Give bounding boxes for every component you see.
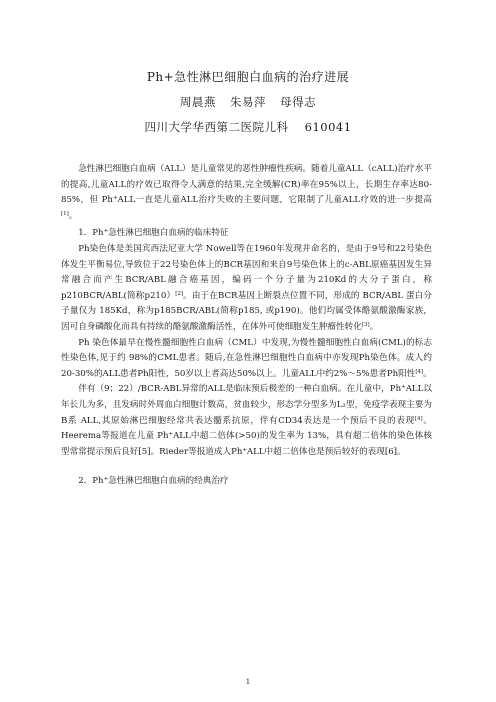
section-heading-2 — [61, 474, 432, 490]
paragraph-intro — [61, 162, 432, 224]
paragraph-text: Ph 染色体最早在慢性髓细胞性白血病（CML）中发现,为慢性髓细胞性白血病(CML)的标志性染色体,见于约 98%的CML患者。随后,在急性淋巴细胞性白血病中亦发现Ph染色体。成人约20-30%的ALL患者Ph阳性，50岁以上者高达50%以上。儿童ALL中约2%～5%患者Ph阳性 — [61, 337, 432, 379]
superscript: + — [112, 195, 118, 202]
body-text — [61, 162, 432, 490]
heading-text: 急性淋巴细胞白血病的经典治疗 — [108, 476, 229, 487]
paragraph-text: 伴有（9；22）/BCR-ABL异常的ALL是临床预后极差的一种白血病。在儿童中，Ph — [78, 384, 402, 395]
superscript: + — [103, 228, 109, 235]
paragraph-prognosis — [61, 382, 432, 460]
heading-text: 1．Ph — [78, 228, 104, 239]
citation: [2] — [175, 290, 183, 297]
paragraph-text: 。 — [369, 321, 379, 332]
citation: [1] — [61, 210, 69, 217]
paper-title: Ph+急性淋巴细胞白血病的治疗进展 — [146, 70, 350, 84]
paragraph-text: ALL一直是儿童ALL治疗失败的主要问题，它限制了儿童ALL疗效的进一步提高 — [117, 195, 432, 206]
citation: [4] — [414, 415, 423, 422]
superscript: + — [103, 476, 109, 483]
paragraph-text: ALL以年长儿为多，且发病时外周血白细胞计数高，贫血较少，形态学分型多为L₂型，免疫学表现主要为B系 ALL,其原始淋巴细胞经常共表达髓系抗原，伴有CD34表达是一个预后不良的表现 — [61, 384, 433, 426]
superscript: + — [401, 384, 406, 391]
heading-text: 急性淋巴细胞白血病的临床特征 — [108, 228, 229, 239]
page-number: 1 — [245, 678, 251, 686]
paragraph-text: 急性淋巴细胞白血病（ALL）是儿童常见的恶性肿瘤性疾病。随着儿童ALL（cALL)治疗水平的提高,儿童ALL的疗效已取得令人满意的结果,完全缓解(CR)率在95%以上，长期生存率达80-85%，但 Ph — [61, 164, 432, 206]
paragraph-text: 。Heerema等报道在儿童 Ph⁺ALL中超二倍体(>50)的发生率为 13%，具有超二倍体的染色体核型常常提示预后良好[5]。Rieder等报道成人Ph⁺ALL中超二倍体也是预后较好的表现[6]。 — [61, 415, 432, 457]
section-heading-1 — [61, 226, 432, 242]
author-list: 周晨燕 朱易萍 母得志 — [179, 95, 317, 109]
paragraph-cml — [61, 336, 432, 383]
paragraph-text: Ph染色体是美国宾西法尼亚大学 Nowell等在1960年发现并命名的，是由于9号和22号染色体发生平衡易位,导致位于22号染色体上的BCR基因和来自9号染色体上的c-ABL原癌基因发生异常融合而产生BCR/ABL融合癌基因，编码一个分子量为210Kd的大分子蛋白，称p210BCR/ABL(简称p210） — [61, 243, 432, 301]
affiliation: 四川大学华西第二医院儿科 610041 — [144, 120, 352, 134]
heading-text: 2．Ph — [78, 476, 104, 487]
citation: [3] — [361, 321, 370, 328]
paragraph-ph-chromosome — [61, 242, 432, 336]
paragraph-text: 。由于在BCR基因上断裂点位置不同，形成的 BCR/ABL 蛋白分子量仅为 185Kd，称为p185BCR/ABL(简称p185, 或p190)。他们均属受体酪氨酸激酶家族，因可自身磷酸化而具有持续的酪氨酸激酶活性，在体外可使细胞发生肿瘤性转化 — [61, 290, 432, 332]
paragraph-text: 。 — [68, 210, 78, 221]
citation: [4] — [415, 368, 424, 375]
paragraph-text: 。 — [423, 368, 432, 379]
